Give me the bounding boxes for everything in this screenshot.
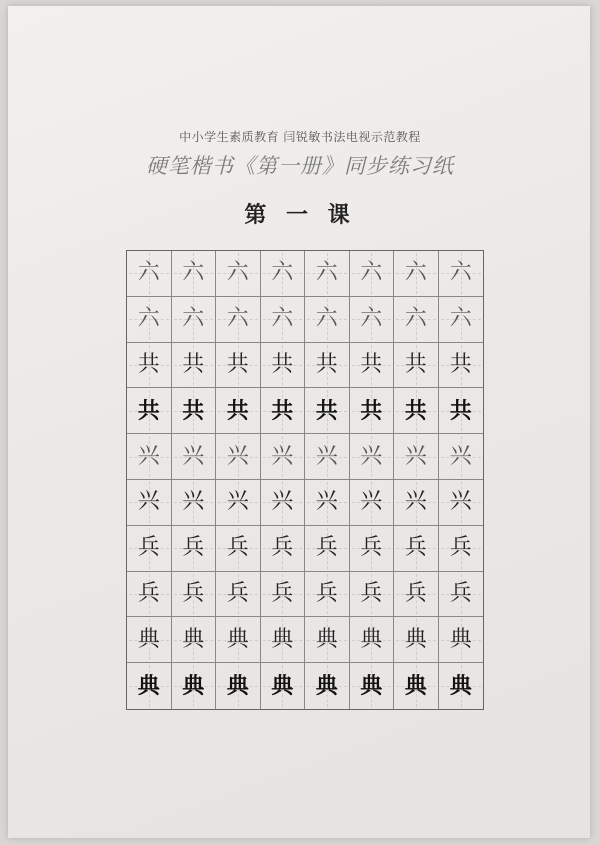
practice-character: 共 [315, 351, 338, 377]
practice-character: 典 [226, 673, 249, 700]
grid-cell [394, 251, 439, 297]
grid-cell [127, 617, 172, 663]
grid-cell [127, 434, 172, 480]
practice-character: 共 [137, 397, 160, 424]
grid-cell [261, 343, 306, 389]
lesson-heading: 第 一 课 [244, 202, 356, 228]
practice-character: 典 [360, 626, 383, 652]
grid-cell [261, 251, 306, 297]
practice-character: 兴 [315, 489, 338, 515]
grid-cell [350, 297, 395, 343]
grid-cell [350, 663, 395, 709]
grid-cell [172, 663, 217, 709]
grid-cell [350, 251, 395, 297]
practice-character: 六 [182, 306, 205, 332]
practice-character: 兵 [360, 535, 383, 561]
grid-cell [439, 663, 484, 709]
practice-character: 六 [226, 260, 249, 286]
practice-character: 兴 [271, 489, 294, 515]
practice-character: 兴 [271, 443, 294, 469]
grid-cell [439, 480, 484, 526]
practice-character: 共 [137, 351, 160, 377]
grid-cell [127, 663, 172, 709]
practice-character: 共 [271, 351, 294, 377]
practice-character: 典 [271, 626, 294, 652]
practice-character: 兴 [137, 443, 160, 469]
practice-character: 典 [404, 626, 427, 652]
grid-cell [172, 434, 217, 480]
worksheet-title: 硬笔楷书《第一册》同步练习纸 [146, 154, 454, 178]
grid-cell [172, 480, 217, 526]
grid-cell [127, 251, 172, 297]
grid-cell [127, 480, 172, 526]
practice-character: 兴 [315, 443, 338, 469]
grid-cell [350, 434, 395, 480]
practice-character: 共 [226, 351, 249, 377]
practice-character: 六 [271, 260, 294, 286]
grid-cell [439, 297, 484, 343]
grid-cell [350, 572, 395, 618]
grid-cell [127, 343, 172, 389]
grid-cell [216, 663, 261, 709]
grid-cell [172, 572, 217, 618]
practice-character: 六 [449, 260, 472, 286]
practice-character: 兵 [271, 535, 294, 561]
practice-character: 共 [226, 397, 249, 424]
practice-character: 兴 [182, 443, 205, 469]
practice-character: 六 [137, 306, 160, 332]
practice-character: 典 [360, 673, 383, 700]
grid-cell [350, 480, 395, 526]
practice-character: 共 [449, 397, 472, 424]
grid-cell [305, 297, 350, 343]
practice-character: 兵 [315, 580, 338, 606]
grid-cell [394, 526, 439, 572]
practice-character: 共 [182, 351, 205, 377]
practice-character: 共 [404, 397, 427, 424]
grid-cell [394, 572, 439, 618]
practice-character: 共 [360, 351, 383, 377]
grid-cell [305, 434, 350, 480]
practice-character: 典 [271, 673, 294, 700]
practice-character: 兴 [226, 489, 249, 515]
grid-cell [261, 388, 306, 434]
practice-character: 六 [360, 260, 383, 286]
grid-cell [216, 480, 261, 526]
practice-character: 六 [137, 260, 160, 286]
grid-cell [261, 526, 306, 572]
practice-character: 典 [182, 626, 205, 652]
grid-cell [172, 617, 217, 663]
grid-cell [439, 251, 484, 297]
grid-cell [261, 480, 306, 526]
grid-cell [216, 343, 261, 389]
grid-cell [394, 388, 439, 434]
practice-character: 兵 [360, 580, 383, 606]
practice-character: 兵 [404, 580, 427, 606]
practice-character: 共 [449, 351, 472, 377]
practice-character: 兵 [182, 535, 205, 561]
grid-cell [172, 343, 217, 389]
grid-cell [350, 388, 395, 434]
grid-cell [350, 617, 395, 663]
practice-character: 兵 [182, 580, 205, 606]
grid-cell [439, 617, 484, 663]
practice-character: 兴 [360, 489, 383, 515]
grid-cell [394, 617, 439, 663]
grid-cell [394, 480, 439, 526]
grid-cell [127, 526, 172, 572]
grid-cell [261, 617, 306, 663]
practice-character: 六 [360, 306, 383, 332]
grid-cell [394, 434, 439, 480]
practice-character: 兵 [449, 535, 472, 561]
practice-character: 共 [271, 397, 294, 424]
grid-cell [172, 526, 217, 572]
grid-cell [261, 663, 306, 709]
grid-cell [305, 663, 350, 709]
grid-cell [439, 572, 484, 618]
practice-character: 兴 [449, 443, 472, 469]
practice-character: 典 [315, 673, 338, 700]
practice-character: 共 [315, 397, 338, 424]
practice-character: 六 [449, 306, 472, 332]
practice-character: 兵 [137, 580, 160, 606]
practice-character: 兴 [404, 443, 427, 469]
grid-cell [127, 572, 172, 618]
grid-cell [261, 434, 306, 480]
practice-character: 兵 [315, 535, 338, 561]
grid-cell [261, 572, 306, 618]
grid-cell [305, 526, 350, 572]
grid-cell [350, 526, 395, 572]
practice-character: 兵 [449, 580, 472, 606]
grid-cell [216, 297, 261, 343]
grid-cell [216, 251, 261, 297]
practice-character: 典 [137, 626, 160, 652]
grid-cell [439, 343, 484, 389]
practice-character: 兴 [360, 443, 383, 469]
grid-cell [305, 343, 350, 389]
practice-character: 共 [404, 351, 427, 377]
grid-cell [216, 388, 261, 434]
practice-character: 六 [404, 306, 427, 332]
grid-cell [305, 388, 350, 434]
grid-cell [439, 388, 484, 434]
grid-cell [216, 526, 261, 572]
grid-cell [261, 297, 306, 343]
grid-cell [439, 434, 484, 480]
practice-character: 六 [315, 260, 338, 286]
practice-character: 兴 [226, 443, 249, 469]
practice-character: 六 [226, 306, 249, 332]
grid-cell [216, 434, 261, 480]
practice-character: 兵 [271, 580, 294, 606]
grid-cell [394, 343, 439, 389]
grid-cell [172, 297, 217, 343]
grid-cell [216, 572, 261, 618]
practice-character: 典 [182, 673, 205, 700]
grid-cell [439, 526, 484, 572]
grid-cell [127, 388, 172, 434]
grid-cell [172, 388, 217, 434]
grid-cell [350, 343, 395, 389]
practice-character: 共 [360, 397, 383, 424]
grid-cell [394, 297, 439, 343]
practice-character: 兵 [404, 535, 427, 561]
practice-character: 兴 [449, 489, 472, 515]
grid-cell [394, 663, 439, 709]
practice-character: 兴 [404, 489, 427, 515]
grid-cell [305, 251, 350, 297]
practice-character: 兵 [137, 535, 160, 561]
practice-character: 兵 [226, 535, 249, 561]
practice-character: 兵 [226, 580, 249, 606]
practice-character: 典 [449, 673, 472, 700]
grid-cell [305, 480, 350, 526]
series-subtitle: 中小学生素质教育 闫锐敏书法电视示范教程 [179, 130, 421, 144]
practice-character: 兴 [137, 489, 160, 515]
grid-cell [127, 297, 172, 343]
practice-character: 典 [404, 673, 427, 700]
grid-cell [216, 617, 261, 663]
practice-character: 六 [271, 306, 294, 332]
grid-cell [305, 572, 350, 618]
practice-character: 六 [404, 260, 427, 286]
grid-cell [305, 617, 350, 663]
practice-grid [126, 250, 484, 710]
practice-character: 兴 [182, 489, 205, 515]
practice-character: 六 [315, 306, 338, 332]
practice-character: 典 [137, 673, 160, 700]
practice-character: 六 [182, 260, 205, 286]
practice-character: 共 [182, 397, 205, 424]
grid-cell [172, 251, 217, 297]
practice-character: 典 [449, 626, 472, 652]
practice-character: 典 [226, 626, 249, 652]
practice-character: 典 [315, 626, 338, 652]
